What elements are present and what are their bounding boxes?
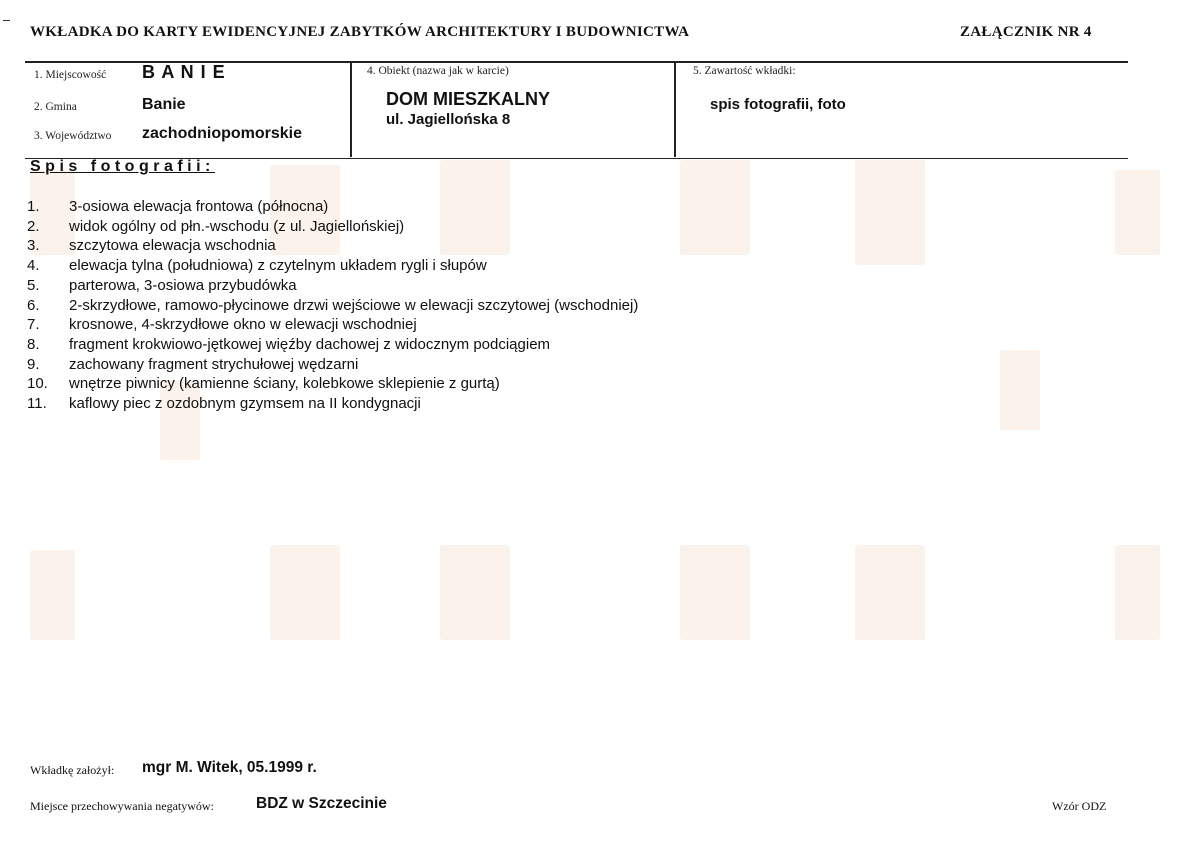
item-text: elewacja tylna (południowa) z czytelnym układem rygli i słupów <box>69 257 487 275</box>
contents-label: 5. Zawartość wkładki: <box>693 65 796 77</box>
mount-residue <box>440 545 510 640</box>
commune-label: 2. Gmina <box>34 101 77 113</box>
item-number: 10. <box>27 375 48 393</box>
mount-residue <box>270 545 340 640</box>
storage-label: Miejsce przechowywania negatywów: <box>30 799 214 813</box>
list-item <box>27 217 638 237</box>
list-item <box>27 236 638 256</box>
item-text: fragment krokwiowo-jętkowej więźby dachowej z widocznym podciągiem <box>69 335 551 353</box>
photo-list <box>27 197 638 414</box>
margin-mark <box>3 20 10 21</box>
item-number: 3. <box>27 237 40 255</box>
item-text: 2-skrzydłowe, ramowo-płycinowe drzwi wejściowe w elewacji szczytowej (wschodniej) <box>69 296 639 314</box>
mount-residue <box>680 545 750 640</box>
item-number: 7. <box>27 316 40 334</box>
template-name: Wzór ODZ <box>1052 799 1107 813</box>
item-number: 4. <box>27 257 40 275</box>
list-item <box>27 315 638 335</box>
mount-residue <box>1000 350 1040 430</box>
item-number: 2. <box>27 217 40 235</box>
list-item <box>27 197 638 217</box>
list-item <box>27 355 638 375</box>
voivodeship-label: 3. Województwo <box>34 130 112 142</box>
author-value: mgr M. Witek, 05.1999 r. <box>142 759 317 776</box>
item-text: parterowa, 3-osiowa przybudówka <box>69 276 297 294</box>
mount-residue <box>30 550 75 640</box>
item-text: widok ogólny od płn.-wschodu (z ul. Jagiellońskiej) <box>69 217 405 235</box>
list-item <box>27 296 638 316</box>
item-text: szczytowa elewacja wschodnia <box>69 237 276 255</box>
item-number: 8. <box>27 335 40 353</box>
mount-residue <box>855 545 925 640</box>
section-title: Spis fotografii: <box>30 158 215 175</box>
object-label: 4. Obiekt (nazwa jak w karcie) <box>367 65 509 77</box>
item-number: 5. <box>27 276 40 294</box>
item-text: krosnowe, 4-skrzydłowe okno w elewacji wschodniej <box>69 316 417 334</box>
mount-residue <box>1115 170 1160 255</box>
storage-value: BDZ w Szczecinie <box>256 795 387 812</box>
item-text: 3-osiowa elewacja frontowa (północna) <box>69 198 329 215</box>
document-title: WKŁADKA DO KARTY EWIDENCYJNEJ ZABYTKÓW ARCHITEKTURY I BUDOWNICTWA <box>30 24 690 40</box>
form-divider <box>674 61 676 157</box>
object-name: DOM MIESZKALNY <box>386 89 550 109</box>
item-text: zachowany fragment strychułowej wędzarni <box>69 355 359 373</box>
item-number: 9. <box>27 355 40 373</box>
list-item <box>27 276 638 296</box>
item-text: kaflowy piec z ozdobnym gzymsem na II kondygnacji <box>69 395 421 413</box>
voivodeship-value: zachodniopomorskie <box>142 125 303 142</box>
commune-value: Banie <box>142 96 186 113</box>
item-number: 6. <box>27 296 40 314</box>
list-item <box>27 374 638 394</box>
list-item <box>27 335 638 355</box>
item-number: 11. <box>27 395 47 413</box>
object-address: ul. Jagiellońska 8 <box>386 111 511 128</box>
form-divider <box>350 61 352 157</box>
mount-residue <box>680 160 750 255</box>
locality-value: B A N I E <box>142 62 226 82</box>
author-label: Wkładkę założył: <box>30 763 115 777</box>
locality-label: 1. Miejscowość <box>34 69 107 81</box>
mount-residue <box>1115 545 1160 640</box>
item-number: 1. <box>27 198 40 215</box>
list-item <box>27 256 638 276</box>
item-text: wnętrze piwnicy (kamienne ściany, kolebkowe sklepienie z gurtą) <box>69 375 500 393</box>
annex-number: ZAŁĄCZNIK NR 4 <box>960 24 1092 40</box>
contents-value: spis fotografii, foto <box>710 96 846 113</box>
mount-residue <box>855 160 925 265</box>
list-item <box>27 394 638 414</box>
